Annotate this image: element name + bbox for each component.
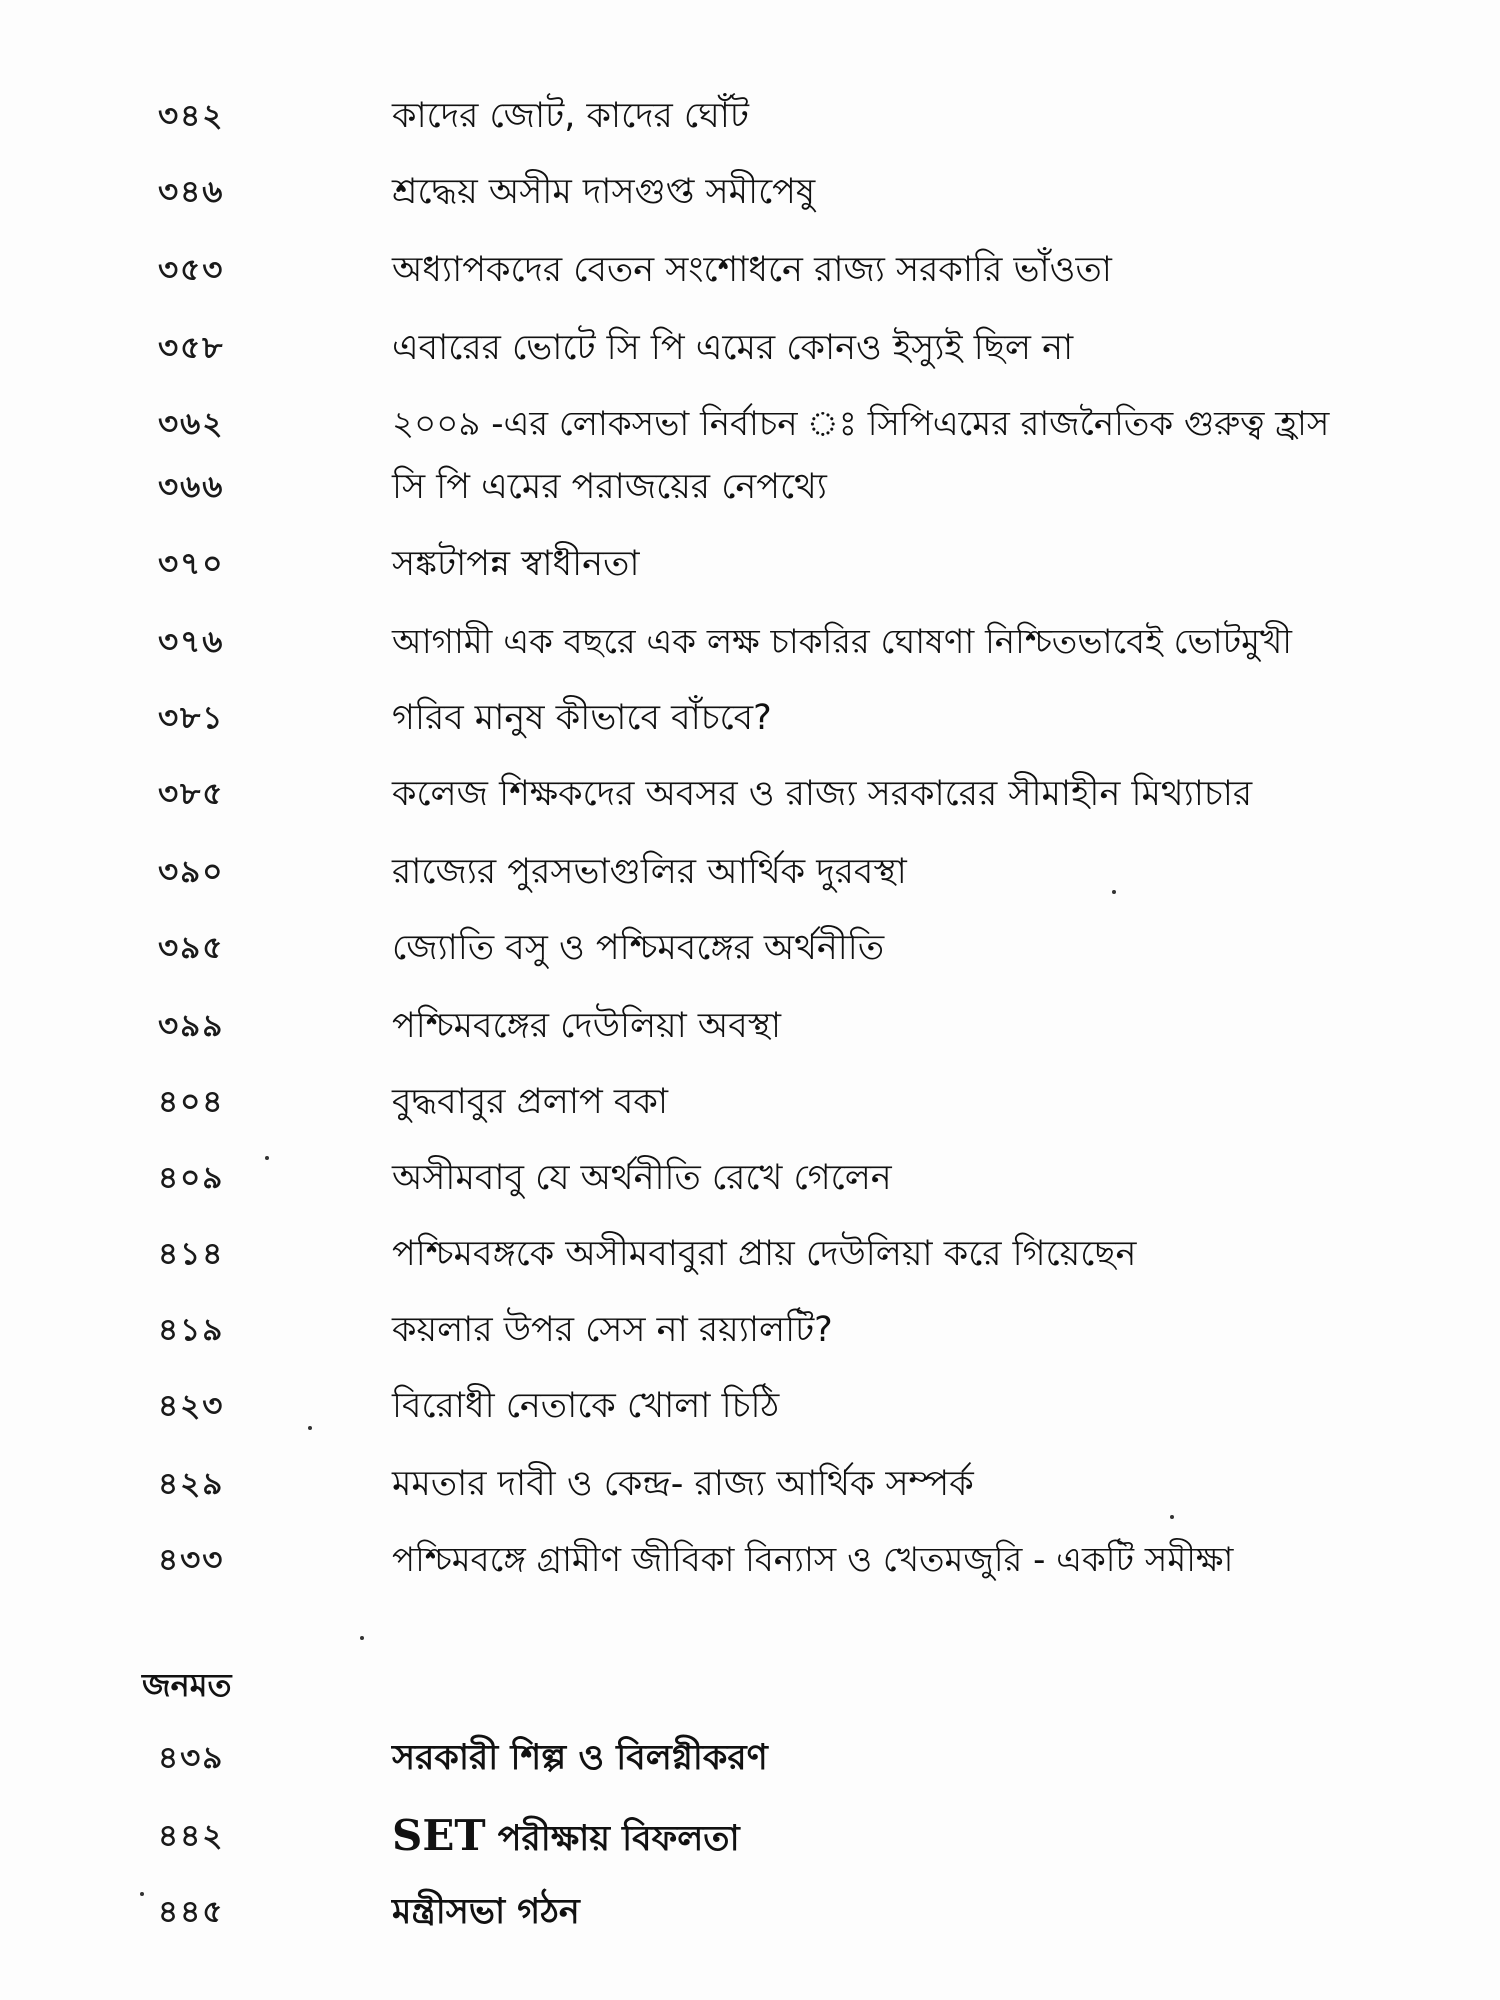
toc-entry [0,688,1500,748]
chapter-title: সরকারী শিল্প ও বিলগ্নীকরণ [392,1738,768,1778]
chapter-title: মন্ত্রীসভা গঠন [392,1892,580,1932]
toc-entry [0,612,1500,672]
page-number: ৩৮৫ [158,776,225,812]
toc-entry [0,996,1500,1056]
ink-speck [265,1156,269,1160]
toc-entry [0,1072,1500,1132]
page-number: ৩৮১ [158,700,225,736]
toc-entry [0,162,1500,222]
page-number: ৪৪২ [158,1818,225,1854]
chapter-title: আগামী এক বছরে এক লক্ষ চাকরির ঘোষণা নিশ্চিতভাবেই ভোটমুখী [392,622,1293,662]
toc-entry [0,918,1500,978]
page-number: ৩৯০ [158,854,225,890]
chapter-title: ২০০৯ -এর লোকসভা নির্বাচন ঃ সিপিএমের রাজনৈতিক গুরুত্ব হ্রাস [392,404,1330,444]
chapter-title: পশ্চিমবঙ্গকে অসীমবাবুরা প্রায় দেউলিয়া করে গিয়েছেন [392,1234,1137,1274]
page-number: ৪১৪ [158,1236,225,1272]
toc-entry [0,1148,1500,1208]
page-number: ৩৭০ [158,546,225,582]
chapter-title: কয়লার উপর সেস না রয়্যালটি? [392,1310,833,1350]
toc-entry [0,240,1500,300]
page-number: ৩৯৫ [158,930,225,966]
chapter-title-latin: SET [392,1811,486,1860]
page-number: ৩৫৩ [158,252,225,288]
chapter-title: সঙ্কটাপন্ন স্বাধীনতা [392,544,640,584]
page-number: ৩৭৬ [158,624,225,660]
page-number: ৩৬৬ [158,469,225,505]
toc-entry [0,1882,1500,1942]
toc-entry [0,1376,1500,1436]
page-number: ৪২৩ [158,1388,225,1424]
chapter-title-bengali: পরীক্ষায় বিফলতা [485,1819,740,1859]
ink-speck [1112,890,1116,894]
toc-entry [0,86,1500,146]
section-heading: জনমত [142,1666,232,1704]
toc-entry [0,1300,1500,1360]
toc-entry [0,764,1500,824]
page-number: ৩৯৯ [158,1008,225,1044]
page-number: ৪০৯ [158,1160,225,1196]
chapter-title: অধ্যাপকদের বেতন সংশোধনে রাজ্য সরকারি ভাঁওতা [392,250,1112,290]
page-number: ৪৩৯ [158,1740,225,1776]
toc-entry [0,1530,1500,1590]
chapter-title: পশ্চিমবঙ্গের দেউলিয়া অবস্থা [392,1006,782,1046]
ink-speck [360,1636,364,1640]
chapter-title: কলেজ শিক্ষকদের অবসর ও রাজ্য সরকারের সীমাহীন মিথ্যাচার [392,774,1253,814]
chapter-title [392,1806,740,1869]
chapter-title: পশ্চিমবঙ্গে গ্রামীণ জীবিকা বিন্যাস ও খেতমজুরি - একটি সমীক্ষা [392,1540,1234,1580]
chapter-title: রাজ্যের পুরসভাগুলির আর্থিক দুরবস্থা [392,852,907,892]
page-number: ৩৪৬ [158,174,225,210]
chapter-title: অসীমবাবু যে অর্থনীতি রেখে গেলেন [392,1158,892,1198]
chapter-title: গরিব মানুষ কীভাবে বাঁচবে? [392,698,772,738]
chapter-title: শ্রদ্ধেয় অসীম দাসগুপ্ত সমীপেষু [392,172,816,212]
toc-entry [0,1454,1500,1514]
page-number: ৪০৪ [158,1084,225,1120]
chapter-title: কাদের জোট, কাদের ঘোঁট [392,96,749,136]
page-number: ৩৪২ [158,98,225,134]
toc-entry [0,318,1500,378]
chapter-title: এবারের ভোটে সি পি এমের কোনও ইস্যুই ছিল না [392,328,1074,368]
toc-entry [0,1806,1500,1866]
page-number: ৩৫৮ [158,330,225,366]
chapter-title: মমতার দাবী ও কেন্দ্র- রাজ্য আর্থিক সম্পর্ক [392,1464,974,1504]
toc-entry [0,534,1500,594]
chapter-title: সি পি এমের পরাজয়ের নেপথ্যে [392,467,827,507]
toc-entry [0,842,1500,902]
toc-entry [0,1224,1500,1284]
page-number: ৪২৯ [158,1466,225,1502]
chapter-title: বিরোধী নেতাকে খোলা চিঠি [392,1386,780,1426]
ink-speck [1170,1515,1174,1519]
chapter-title: জ্যোতি বসু ও পশ্চিমবঙ্গের অর্থনীতি [392,928,885,968]
toc-entry [0,394,1500,454]
toc-entry [0,457,1500,517]
page-number: ৩৬২ [158,406,225,442]
page-number: ৪৩৩ [158,1542,225,1578]
page-number: ৪১৯ [158,1312,225,1348]
toc-entry [0,1728,1500,1788]
ink-speck [308,1426,312,1430]
ink-speck [140,1892,144,1896]
chapter-title: বুদ্ধবাবুর প্রলাপ বকা [392,1082,668,1122]
page-number: ৪৪৫ [158,1894,225,1930]
